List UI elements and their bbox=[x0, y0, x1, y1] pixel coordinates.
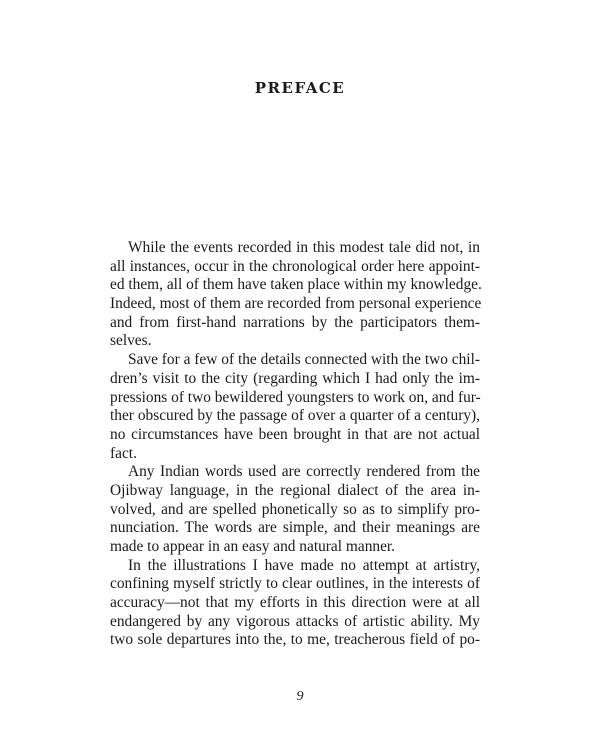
chapter-title: PREFACE bbox=[254, 79, 346, 97]
text-line: selves. bbox=[110, 332, 152, 350]
page-number: 9 bbox=[296, 689, 304, 704]
text-line: pressions of two bewildered youngsters to work on, and fur- bbox=[110, 388, 481, 406]
text-line: all instances, occur in the chronological order here appoint- bbox=[110, 257, 480, 275]
text-line: dren’s visit to the city (regarding which I had only the im- bbox=[110, 369, 480, 387]
text-line: nunciation. The words are simple, and their meanings are bbox=[110, 519, 480, 537]
text-line: While the events recorded in this modest tale did not, in bbox=[128, 239, 480, 256]
text-line: Save for a few of the details connected with the two chil- bbox=[128, 351, 480, 369]
text-line: In the illustrations I have made no attempt at artistry, bbox=[128, 556, 480, 574]
text-line: confining myself strictly to clear outlines, in the interests of bbox=[110, 575, 480, 593]
text-line: endangered by any vigorous attacks of artistic ability. My bbox=[110, 612, 480, 630]
text-line: no circumstances have been brought in that are not actual bbox=[110, 425, 480, 443]
preface-body bbox=[110, 239, 480, 650]
text-line: volved, and are spelled phonetically so as to simplify pro- bbox=[110, 500, 480, 518]
text-line: Ojibway language, in the regional dialect of the area in- bbox=[110, 481, 480, 499]
text-line: Indeed, most of them are recorded from personal experience bbox=[110, 295, 482, 313]
text-line: two sole departures into the, to me, treacherous field of po- bbox=[110, 631, 480, 649]
text-line: and from first-hand narrations by the participators them- bbox=[110, 313, 480, 331]
text-line: ed them, all of them have taken place within my knowledge. bbox=[110, 276, 482, 294]
text-line: made to appear in an easy and natural manner. bbox=[110, 538, 396, 555]
text-line: fact. bbox=[110, 444, 137, 462]
text-line: ther obscured by the passage of over a quarter of a century), bbox=[110, 407, 480, 425]
text-line: Any Indian words used are correctly rendered from the bbox=[128, 463, 480, 481]
text-line: accuracy—not that my efforts in this direction were at all bbox=[110, 594, 480, 612]
